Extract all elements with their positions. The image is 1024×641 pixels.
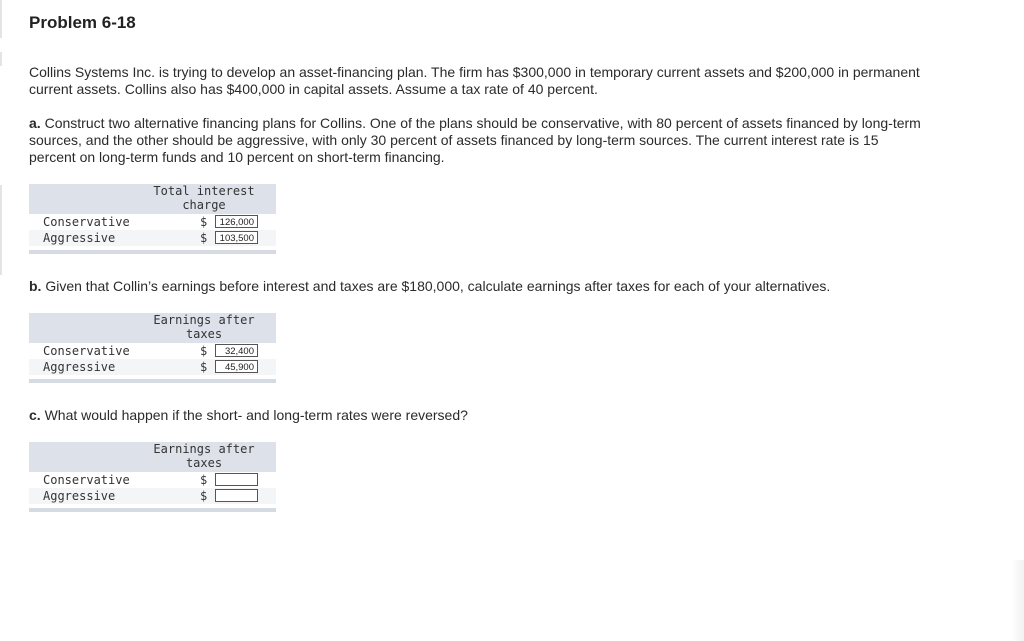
table-row-aggressive xyxy=(29,359,276,375)
column-header xyxy=(144,184,264,212)
part-c-prompt xyxy=(29,407,929,424)
currency-symbol: $ xyxy=(200,344,208,358)
left-rule xyxy=(0,185,2,275)
table-row-aggressive xyxy=(29,488,276,504)
part-b-table xyxy=(29,313,276,383)
answer-input[interactable]: 45,900 xyxy=(215,360,258,373)
row-label: Conservative xyxy=(43,473,130,487)
table-row-conservative xyxy=(29,214,276,230)
part-c-table xyxy=(29,442,276,512)
table-header xyxy=(29,184,276,214)
column-header xyxy=(144,442,264,470)
problem-intro: Collins Systems Inc. is trying to develop an asset-financing plan. The firm has $300,000 in temporary current assets and $200,000 in permanent current assets. Collins also has $400,000 in capital assets. Assume a tax rate of 40 percent. xyxy=(29,64,920,97)
currency-symbol: $ xyxy=(200,231,208,245)
column-header-line: Earnings after xyxy=(153,442,255,456)
part-b-text: Given that Collin’s earnings before interest and taxes are $180,000, calculate earnings after taxes for each of your alternatives. xyxy=(45,278,831,294)
left-rule xyxy=(0,52,2,66)
table-footer-bar xyxy=(29,508,276,512)
part-a-prompt xyxy=(29,115,929,166)
part-c-label: c. xyxy=(29,407,41,423)
table-header xyxy=(29,442,276,472)
table-row-conservative xyxy=(29,472,276,488)
answer-input[interactable] xyxy=(215,489,258,502)
column-header-line: Earnings after xyxy=(153,313,255,327)
table-header xyxy=(29,313,276,343)
column-header-line: taxes xyxy=(185,327,223,341)
table-footer-bar xyxy=(29,379,276,383)
left-rule xyxy=(0,0,2,38)
row-label: Aggressive xyxy=(43,231,116,245)
currency-symbol: $ xyxy=(200,215,208,229)
part-a-table xyxy=(29,184,276,254)
currency-symbol: $ xyxy=(200,489,208,503)
row-label: Conservative xyxy=(43,215,130,229)
currency-symbol: $ xyxy=(200,473,208,487)
answer-input[interactable]: 126,000 xyxy=(215,215,258,228)
currency-symbol: $ xyxy=(200,360,208,374)
answer-input[interactable]: 103,500 xyxy=(215,231,258,244)
row-label: Aggressive xyxy=(43,360,116,374)
row-label: Conservative xyxy=(43,344,130,358)
part-c-text: What would happen if the short- and long-term rates were reversed? xyxy=(44,407,468,423)
problem-title: Problem 6-18 xyxy=(29,13,136,32)
table-row-conservative xyxy=(29,343,276,359)
part-b-prompt xyxy=(29,278,929,295)
answer-input[interactable]: 32,400 xyxy=(215,344,258,357)
answer-input[interactable] xyxy=(215,473,258,486)
column-header-line: charge xyxy=(182,198,226,212)
scroll-shade xyxy=(1012,560,1024,641)
column-header xyxy=(144,313,264,341)
column-header-line: Total interest xyxy=(153,184,255,198)
column-header-line: taxes xyxy=(185,456,223,470)
part-a-label: a. xyxy=(29,115,41,131)
part-a-text: Construct two alternative financing plans for Collins. One of the plans should be conservative, with 80 percent of assets financed by long-term sources, and the other should be aggressive, with only 30 percent of assets financed by long-term sources. The current interest rate is 15 percent on long-term funds and 10 percent on short-term financing. xyxy=(29,115,921,165)
table-row-aggressive xyxy=(29,230,276,246)
part-b-label: b. xyxy=(29,278,42,294)
table-footer-bar xyxy=(29,250,276,254)
row-label: Aggressive xyxy=(43,489,116,503)
